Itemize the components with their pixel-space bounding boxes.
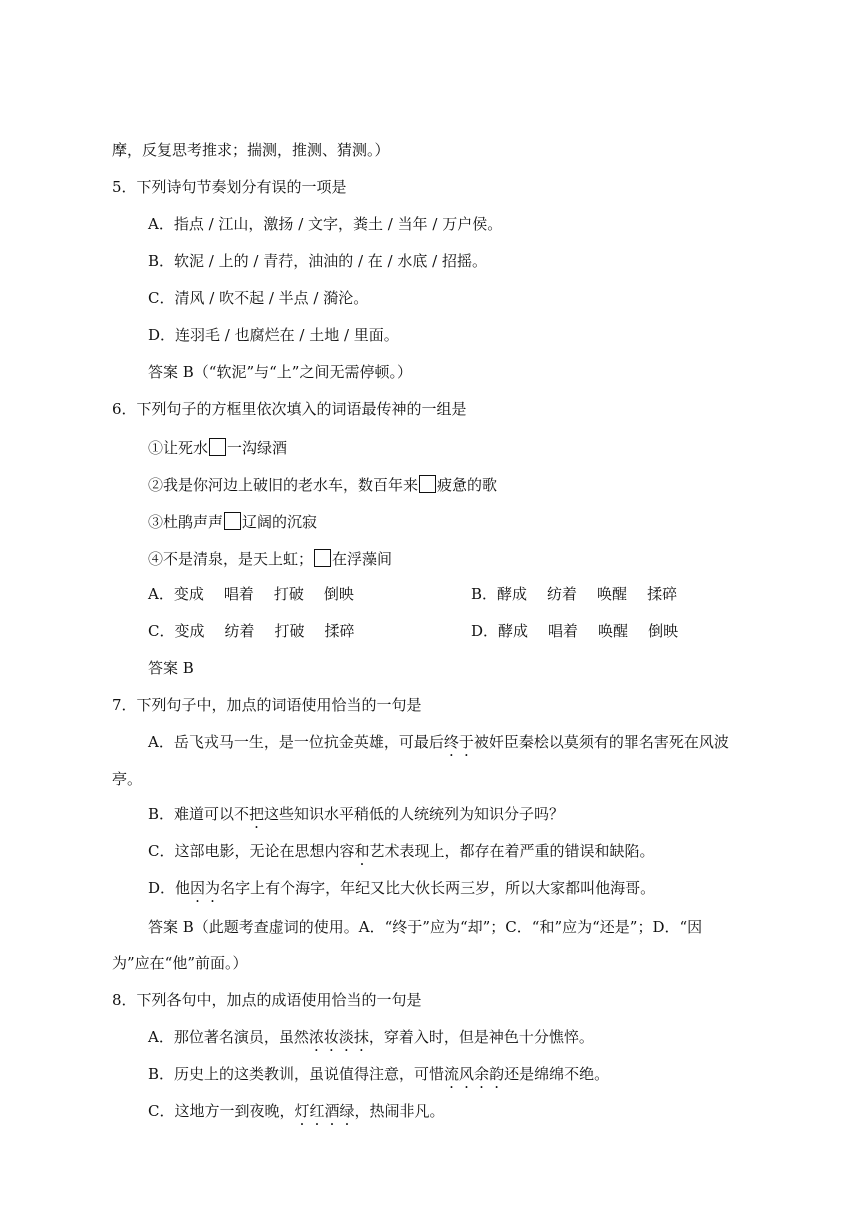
option-word: A．变成 (148, 585, 204, 603)
option-word: 唤醒 (597, 585, 628, 603)
q7-option-b (148, 804, 564, 824)
sentence-text: ②我是你河边上破旧的老水车，数百年来 (148, 476, 419, 494)
q5-stem: 5．下列诗句节奏划分有误的一项是 (112, 178, 347, 196)
sentence-text: ③杜鹃声声 (148, 513, 224, 531)
option-word: 唤醒 (598, 622, 629, 640)
sentence-text: B．难道可以不 (148, 805, 250, 823)
q7-option-d (148, 878, 655, 898)
option-word: 揉碎 (647, 585, 678, 603)
sentence-text: C．这地方一到夜晚， (148, 1102, 295, 1120)
dotted-char: 把 (249, 805, 265, 823)
sentence-text: ④不是清泉，是天上虹； (148, 550, 314, 568)
q7-option-c (148, 841, 655, 861)
q8-option-a (148, 1027, 594, 1047)
sentence-text: A．那位著名演员，虽然 (148, 1028, 309, 1046)
sentence-text: 艺术表现上，都存在着严重的错误和缺陷。 (369, 842, 655, 860)
sentence-text: B．历史上的这类教训，虽说值得注意，可惜 (148, 1065, 445, 1083)
sentence-text: 疲惫的歌 (437, 476, 498, 494)
dotted-char: 终 (443, 733, 459, 751)
option-word: B．酵成 (471, 585, 528, 603)
dotted-word (294, 1102, 354, 1120)
q6-sentence-2 (148, 475, 497, 495)
q5-option-a: A．指点 / 江山，激扬 / 文字，粪土 / 当年 / 万户侯。 (148, 215, 503, 233)
option-word: 唱着 (548, 622, 579, 640)
q7-option-a (148, 732, 729, 752)
dotted-char: 为 (205, 879, 221, 897)
dotted-char: 浓 (308, 1028, 324, 1046)
sentence-text: 在浮藻间 (332, 550, 393, 568)
dotted-char: 抹 (353, 1028, 369, 1046)
sentence-text: 被奸臣秦桧以莫须有的罪名害死在风波 (473, 733, 729, 751)
dotted-char: 淡 (338, 1028, 354, 1046)
q7-stem: 7．下列句子中，加点的词语使用恰当的一句是 (112, 696, 422, 714)
option-word: 纺着 (547, 585, 578, 603)
dotted-char: 妆 (323, 1028, 339, 1046)
dotted-word (249, 805, 264, 823)
dotted-char: 红 (309, 1102, 325, 1120)
dotted-char: 和 (354, 842, 370, 860)
q6-option-d (471, 621, 678, 641)
q6-answer: 答案 B (148, 659, 194, 677)
q6-sentence-1 (148, 438, 287, 458)
blank-box (224, 512, 241, 530)
option-word: 倒映 (323, 585, 354, 603)
sentence-text: 辽阔的沉寂 (242, 513, 318, 531)
dotted-word (444, 1065, 504, 1083)
q8-option-b (148, 1064, 609, 1084)
dotted-char: 酒 (324, 1102, 340, 1120)
q8-stem: 8．下列各句中，加点的成语使用恰当的一句是 (112, 991, 422, 1009)
q6-option-b (471, 584, 677, 604)
q7-answer-line-2: 为”应在“他”前面。） (112, 954, 248, 972)
sentence-text: D．他 (148, 879, 191, 897)
option-word: C．变成 (148, 622, 205, 640)
sentence-text: ，穿着入时，但是神色十分憔悴。 (368, 1028, 594, 1046)
q6-option-a (148, 584, 354, 604)
q6-stem: 6．下列句子的方框里依次填入的词语最传神的一组是 (112, 400, 467, 418)
q6-sentence-4 (148, 549, 392, 569)
sentence-text: ，热闹非凡。 (354, 1102, 445, 1120)
sentence-text: 这些知识水平稍低的人统统列为知识分子吗？ (264, 805, 565, 823)
q5-option-d: D．连羽毛 / 也腐烂在 / 土地 / 里面。 (148, 326, 399, 344)
option-word: 打破 (274, 622, 305, 640)
q6-sentence-3 (148, 512, 317, 532)
sentence-text: C．这部电影，无论在思想内容 (148, 842, 355, 860)
option-word: 揉碎 (324, 622, 355, 640)
dotted-word (309, 1028, 369, 1046)
dotted-word (444, 733, 474, 751)
dotted-char: 因 (190, 879, 206, 897)
dotted-char: 韵 (489, 1065, 505, 1083)
dotted-char: 灯 (294, 1102, 310, 1120)
q7-option-a-continuation: 亭。 (112, 770, 143, 788)
sentence-text: 名字上有个海字，年纪又比大伙长两三岁，所以大家都叫他海哥。 (220, 879, 656, 897)
sentence-text: ①让死水 (148, 439, 209, 457)
q6-option-c (148, 621, 355, 641)
blank-box (419, 475, 436, 493)
q7-answer-line-1: 答案 B（此题考查虚词的使用。A．“终于”应为“却”；C．“和”应为“还是”；D．“因 (148, 918, 703, 936)
blank-box (209, 438, 226, 456)
option-word: 唱着 (223, 585, 254, 603)
dotted-word (354, 842, 369, 860)
option-word: 纺着 (224, 622, 255, 640)
dotted-char: 余 (474, 1065, 490, 1083)
sentence-text: A．岳飞戎马一生，是一位抗金英雄，可最后 (148, 733, 444, 751)
q5-option-b: B．软泥 / 上的 / 青荇，油油的 / 在 / 水底 / 招摇。 (148, 252, 487, 270)
blank-box (314, 549, 331, 567)
dotted-char: 于 (458, 733, 474, 751)
q8-option-c (148, 1101, 445, 1121)
q5-option-c: C．清风 / 吹不起 / 半点 / 漪沦。 (148, 289, 369, 307)
option-word: 倒映 (648, 622, 679, 640)
option-word: D．酵成 (471, 622, 529, 640)
option-word: 打破 (273, 585, 304, 603)
dotted-char: 流 (444, 1065, 460, 1083)
continuation-text: 摩，反复思考推求；揣测，推测、猜测。） (112, 141, 390, 159)
sentence-text: 一沟绿酒 (227, 439, 288, 457)
dotted-word (190, 879, 220, 897)
dotted-char: 风 (459, 1065, 475, 1083)
dotted-char: 绿 (339, 1102, 355, 1120)
q5-answer: 答案 B（“软泥”与“上”之间无需停顿。） (148, 363, 412, 381)
sentence-text: 还是绵绵不绝。 (504, 1065, 610, 1083)
